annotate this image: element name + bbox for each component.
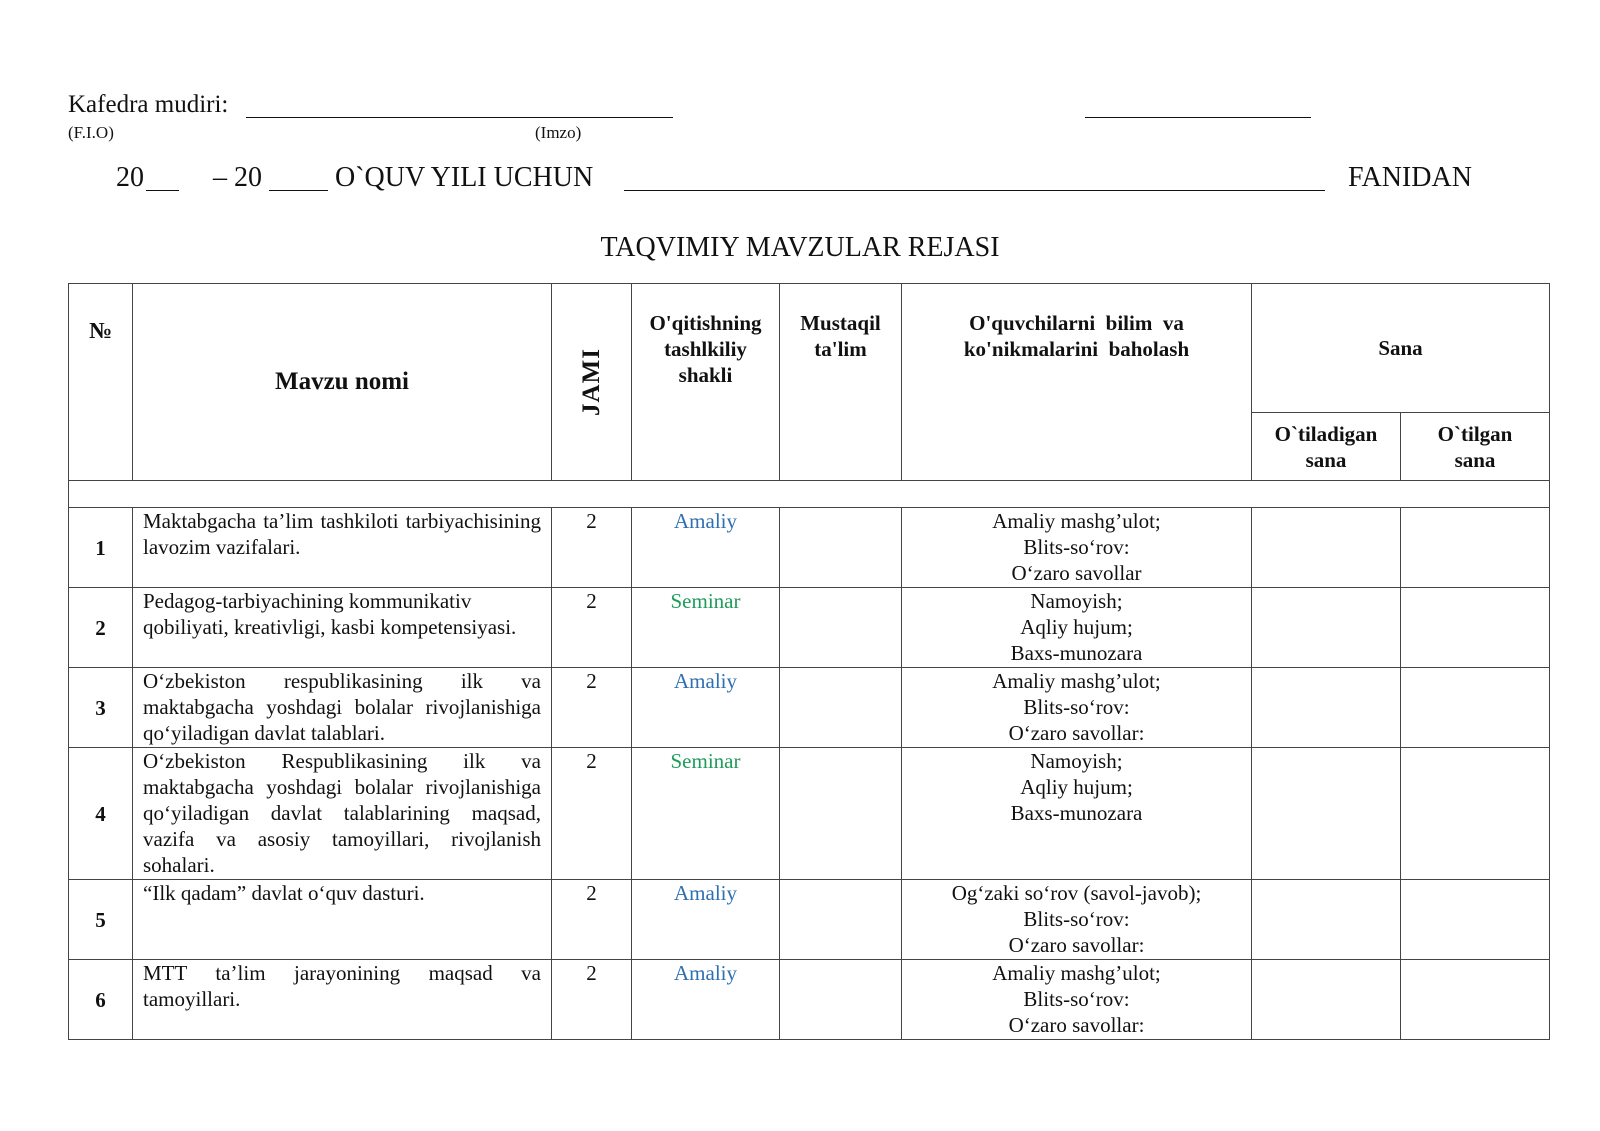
row-otiladigan-sana (1252, 880, 1401, 960)
table-row (69, 508, 1550, 588)
table-row (69, 748, 1550, 880)
row-jami: 2 (552, 668, 632, 748)
row-form: Amaliy (632, 960, 780, 1040)
assessment-line: Amaliy mashg’ulot; (992, 961, 1161, 985)
assessment-line: Blits-so‘rov: (1023, 535, 1130, 559)
year-start-blank (146, 190, 179, 191)
row-number: 1 (69, 508, 133, 588)
row-otiladigan-sana (1252, 668, 1401, 748)
row-number: 5 (69, 880, 133, 960)
shakl-line-3: shakli (678, 363, 733, 387)
row-otiladigan-sana (1252, 508, 1401, 588)
row-jami: 2 (552, 748, 632, 880)
row-assessment (902, 668, 1252, 748)
imzo-label: (Imzo) (535, 123, 582, 142)
col-shakl-header (632, 284, 780, 481)
row-topic: “Ilk qadam” davlat o‘quv dasturi. (133, 880, 552, 960)
row-form: Amaliy (632, 668, 780, 748)
mustaqil-line-2: ta'lim (814, 337, 867, 361)
row-otilgan-sana (1401, 880, 1550, 960)
year-start: 20 (116, 162, 144, 193)
col-sana-header: Sana (1252, 284, 1550, 413)
assessment-line: O‘zaro savollar: (1008, 933, 1145, 957)
row-otiladigan-sana (1252, 960, 1401, 1040)
assessment-line: Amaliy mashg’ulot; (992, 509, 1161, 533)
col-jami-header (552, 284, 632, 481)
row-otiladigan-sana (1252, 588, 1401, 668)
col-mavzu-header: Mavzu nomi (133, 284, 552, 481)
assessment-line: Blits-so‘rov: (1023, 907, 1130, 931)
fanidan-label: FANIDAN (1348, 162, 1472, 193)
assessment-line: O‘zaro savollar: (1008, 721, 1145, 745)
academic-year-label: O`QUV YILI UCHUN (335, 162, 594, 193)
row-form: Seminar (632, 748, 780, 880)
row-otilgan-sana (1401, 668, 1550, 748)
assessment-line: Blits-so‘rov: (1023, 695, 1130, 719)
row-mustaqil (780, 880, 902, 960)
assessment-line: Baxs-munozara (1010, 641, 1143, 665)
row-jami: 2 (552, 588, 632, 668)
year-end-blank (269, 190, 328, 191)
assessment-line: Blits-so‘rov: (1023, 987, 1130, 1011)
row-mustaqil (780, 960, 902, 1040)
row-otilgan-sana (1401, 960, 1550, 1040)
shakl-line-2: tashlkiliy (664, 337, 747, 361)
spacer-row (69, 481, 1550, 508)
row-topic: O‘zbekiston respublikasining ilk va maktabgacha yoshdagi bolalar rivojlanishiga qo‘yiladigan davlat talablari. (133, 668, 552, 748)
row-assessment (902, 588, 1252, 668)
jami-label: JAMI (577, 348, 605, 416)
subject-blank (624, 190, 1325, 191)
row-assessment (902, 880, 1252, 960)
plan-table (68, 283, 1550, 1040)
year-end: – 20 (213, 162, 262, 193)
header-row (69, 284, 1550, 413)
row-otilgan-sana (1401, 508, 1550, 588)
otilgan-line-1: O`tilgan (1437, 421, 1513, 446)
table-row (69, 960, 1550, 1040)
row-otilgan-sana (1401, 748, 1550, 880)
assessment-line: Namoyish; (1030, 589, 1123, 613)
row-assessment (902, 960, 1252, 1040)
row-number: 2 (69, 588, 133, 668)
row-number: 3 (69, 668, 133, 748)
row-mustaqil (780, 508, 902, 588)
row-number: 4 (69, 748, 133, 880)
row-assessment (902, 748, 1252, 880)
col-baholash-header (902, 284, 1252, 481)
col-otiladigan-header (1252, 413, 1401, 481)
assessment-line: Og‘zaki so‘rov (savol-javob); (951, 881, 1202, 905)
assessment-line: Baxs-munozara (1010, 801, 1143, 825)
row-topic: Pedagog-tarbiyachining kommunikativ qobiliyati, kreativligi, kasbi kompetensiyasi. (133, 588, 552, 668)
assessment-line: O‘zaro savollar (1011, 561, 1142, 585)
kafedra-label: Kafedra mudiri: (68, 91, 229, 118)
baholash-line-1: O'quvchilarni bilim va (969, 311, 1184, 335)
otilgan-line-2: sana (1454, 447, 1496, 472)
row-jami: 2 (552, 960, 632, 1040)
assessment-line: O‘zaro savollar: (1008, 1013, 1145, 1037)
row-form: Seminar (632, 588, 780, 668)
row-form: Amaliy (632, 508, 780, 588)
assessment-line: Namoyish; (1030, 749, 1123, 773)
date-line (1085, 117, 1311, 118)
mustaqil-line-1: Mustaqil (800, 311, 881, 335)
row-mustaqil (780, 748, 902, 880)
shakl-line-1: O'qitishning (649, 311, 762, 335)
fio-label: (F.I.O) (68, 123, 114, 142)
row-otilgan-sana (1401, 588, 1550, 668)
row-jami: 2 (552, 880, 632, 960)
col-otilgan-header (1401, 413, 1550, 481)
table-row (69, 668, 1550, 748)
row-assessment (902, 508, 1252, 588)
row-mustaqil (780, 588, 902, 668)
row-mustaqil (780, 668, 902, 748)
otiladigan-line-1: O`tiladigan (1274, 421, 1378, 446)
row-topic: Maktabgacha ta’lim tashkiloti tarbiyachisining lavozim vazifalari. (133, 508, 552, 588)
table-row (69, 880, 1550, 960)
baholash-line-2: ko'nikmalarini baholash (963, 337, 1190, 361)
row-topic: MTT ta’lim jarayonining maqsad va tamoyillari. (133, 960, 552, 1040)
kafedra-signature-line (246, 117, 673, 118)
page-title: TAQVIMIY MAVZULAR REJASI (600, 232, 1000, 263)
row-otiladigan-sana (1252, 748, 1401, 880)
spacer-cell (69, 481, 1550, 508)
assessment-line: Amaliy mashg’ulot; (992, 669, 1161, 693)
assessment-line: Aqliy hujum; (1020, 775, 1133, 799)
row-jami: 2 (552, 508, 632, 588)
assessment-line: Aqliy hujum; (1020, 615, 1133, 639)
col-mustaqil-header (780, 284, 902, 481)
row-form: Amaliy (632, 880, 780, 960)
otiladigan-line-2: sana (1305, 447, 1347, 472)
col-no-header: № (69, 284, 133, 481)
row-number: 6 (69, 960, 133, 1040)
table-row (69, 588, 1550, 668)
row-topic: O‘zbekiston Respublikasining ilk va maktabgacha yoshdagi bolalar rivojlanishiga qo‘yiladigan davlat talablarining maqsad, vazifa va asosiy tamoyillari, rivojlanish sohalari. (133, 748, 552, 880)
